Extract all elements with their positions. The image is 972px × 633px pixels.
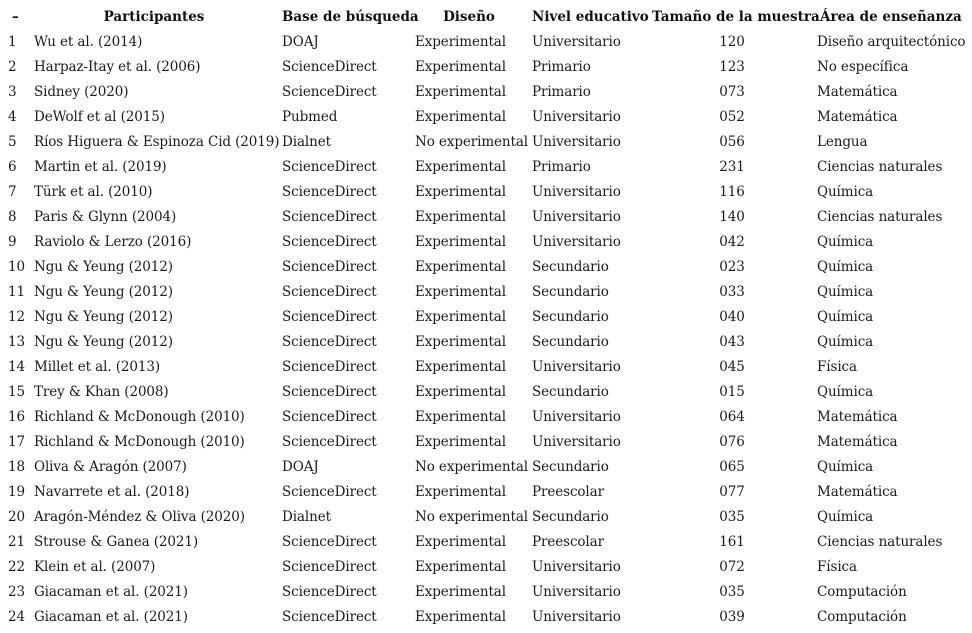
cell-area-ensenanza: Lengua [817, 134, 868, 150]
header-number: – [12, 9, 19, 25]
cell-tamano-muestra: 039 [719, 609, 745, 625]
table-row [0, 80, 972, 105]
cell-nivel-educativo: Universitario [532, 109, 621, 125]
cell-diseno: Experimental [415, 309, 506, 325]
table-row [0, 230, 972, 255]
cell-area-ensenanza: Química [817, 384, 874, 400]
cell-base-de-busqueda: ScienceDirect [282, 559, 377, 575]
cell-number: 19 [8, 484, 25, 500]
cell-tamano-muestra: 161 [719, 534, 745, 550]
cell-base-de-busqueda: ScienceDirect [282, 284, 377, 300]
cell-number: 10 [8, 259, 25, 275]
cell-nivel-educativo: Universitario [532, 134, 621, 150]
cell-base-de-busqueda: ScienceDirect [282, 409, 377, 425]
cell-tamano-muestra: 064 [719, 409, 745, 425]
cell-base-de-busqueda: ScienceDirect [282, 609, 377, 625]
table-row [0, 130, 972, 155]
cell-diseno: Experimental [415, 409, 506, 425]
cell-tamano-muestra: 035 [719, 584, 745, 600]
cell-tamano-muestra: 077 [719, 484, 745, 500]
cell-base-de-busqueda: ScienceDirect [282, 359, 377, 375]
table-row [0, 355, 972, 380]
cell-tamano-muestra: 043 [719, 334, 745, 350]
cell-diseno: Experimental [415, 334, 506, 350]
cell-base-de-busqueda: ScienceDirect [282, 59, 377, 75]
header-participantes: Participantes [103, 9, 205, 25]
cell-base-de-busqueda: ScienceDirect [282, 584, 377, 600]
cell-number: 8 [8, 209, 17, 225]
cell-nivel-educativo: Secundario [532, 384, 609, 400]
cell-nivel-educativo: Preescolar [532, 534, 604, 550]
cell-nivel-educativo: Universitario [532, 434, 621, 450]
cell-nivel-educativo: Universitario [532, 609, 621, 625]
cell-diseno: Experimental [415, 234, 506, 250]
table-row [0, 180, 972, 205]
cell-participantes: Raviolo & Lerzo (2016) [34, 234, 192, 250]
cell-participantes: Türk et al. (2010) [34, 184, 153, 200]
cell-participantes: Harpaz-Itay et al. (2006) [34, 59, 201, 75]
cell-base-de-busqueda: DOAJ [282, 459, 319, 475]
cell-number: 21 [8, 534, 25, 550]
cell-area-ensenanza: Diseño arquitectónico [817, 34, 966, 50]
table-row [0, 280, 972, 305]
cell-base-de-busqueda: Dialnet [282, 509, 331, 525]
cell-nivel-educativo: Preescolar [532, 484, 604, 500]
cell-diseno: Experimental [415, 559, 506, 575]
cell-tamano-muestra: 116 [719, 184, 745, 200]
cell-participantes: Navarrete et al. (2018) [34, 484, 190, 500]
cell-participantes: DeWolf et al (2015) [34, 109, 165, 125]
cell-base-de-busqueda: ScienceDirect [282, 309, 377, 325]
cell-area-ensenanza: Computación [817, 609, 907, 625]
cell-nivel-educativo: Secundario [532, 284, 609, 300]
cell-participantes: Richland & McDonough (2010) [34, 434, 245, 450]
cell-number: 7 [8, 184, 17, 200]
cell-diseno: Experimental [415, 434, 506, 450]
cell-base-de-busqueda: ScienceDirect [282, 534, 377, 550]
table-row [0, 530, 972, 555]
cell-tamano-muestra: 035 [719, 509, 745, 525]
cell-area-ensenanza: Química [817, 184, 874, 200]
cell-nivel-educativo: Universitario [532, 559, 621, 575]
cell-diseno: Experimental [415, 384, 506, 400]
cell-number: 9 [8, 234, 17, 250]
cell-area-ensenanza: Matemática [817, 484, 898, 500]
cell-tamano-muestra: 023 [719, 259, 745, 275]
cell-tamano-muestra: 042 [719, 234, 745, 250]
cell-base-de-busqueda: ScienceDirect [282, 484, 377, 500]
cell-tamano-muestra: 040 [719, 309, 745, 325]
cell-area-ensenanza: Ciencias naturales [817, 159, 943, 175]
cell-base-de-busqueda: ScienceDirect [282, 434, 377, 450]
cell-participantes: Giacaman et al. (2021) [34, 584, 188, 600]
cell-area-ensenanza: Ciencias naturales [817, 209, 943, 225]
cell-diseno: Experimental [415, 184, 506, 200]
cell-area-ensenanza: Ciencias naturales [817, 534, 943, 550]
header-base-de-busqueda: Base de búsqueda [282, 9, 419, 25]
cell-area-ensenanza: Física [817, 559, 857, 575]
cell-participantes: Oliva & Aragón (2007) [34, 459, 187, 475]
cell-diseno: Experimental [415, 534, 506, 550]
cell-number: 11 [8, 284, 25, 300]
cell-number: 12 [8, 309, 25, 325]
table-row [0, 405, 972, 430]
cell-number: 22 [8, 559, 25, 575]
cell-participantes: Ngu & Yeung (2012) [34, 259, 173, 275]
cell-participantes: Ngu & Yeung (2012) [34, 284, 173, 300]
cell-number: 14 [8, 359, 25, 375]
cell-tamano-muestra: 015 [719, 384, 745, 400]
cell-participantes: Ngu & Yeung (2012) [34, 334, 173, 350]
table-row [0, 55, 972, 80]
table-row [0, 555, 972, 580]
cell-diseno: Experimental [415, 359, 506, 375]
cell-area-ensenanza: Matemática [817, 109, 898, 125]
cell-tamano-muestra: 073 [719, 84, 745, 100]
cell-number: 2 [8, 59, 17, 75]
cell-nivel-educativo: Universitario [532, 34, 621, 50]
cell-participantes: Giacaman et al. (2021) [34, 609, 188, 625]
cell-tamano-muestra: 076 [719, 434, 745, 450]
cell-participantes: Paris & Glynn (2004) [34, 209, 177, 225]
cell-base-de-busqueda: ScienceDirect [282, 159, 377, 175]
cell-area-ensenanza: Química [817, 259, 874, 275]
cell-diseno: Experimental [415, 484, 506, 500]
cell-nivel-educativo: Primario [532, 59, 591, 75]
cell-area-ensenanza: Química [817, 334, 874, 350]
cell-base-de-busqueda: ScienceDirect [282, 234, 377, 250]
header-diseno: Diseño [443, 9, 495, 25]
cell-participantes: Ríos Higuera & Espinoza Cid (2019) [34, 134, 280, 150]
table-row [0, 255, 972, 280]
table-header-row [0, 5, 972, 30]
cell-number: 1 [8, 34, 17, 50]
cell-nivel-educativo: Secundario [532, 459, 609, 475]
table-row [0, 305, 972, 330]
cell-number: 24 [8, 609, 25, 625]
cell-area-ensenanza: Matemática [817, 84, 898, 100]
cell-nivel-educativo: Primario [532, 159, 591, 175]
cell-nivel-educativo: Universitario [532, 584, 621, 600]
cell-nivel-educativo: Primario [532, 84, 591, 100]
cell-area-ensenanza: Química [817, 509, 874, 525]
cell-tamano-muestra: 140 [719, 209, 745, 225]
cell-number: 18 [8, 459, 25, 475]
cell-diseno: Experimental [415, 34, 506, 50]
cell-base-de-busqueda: ScienceDirect [282, 259, 377, 275]
table-row [0, 330, 972, 355]
cell-diseno: Experimental [415, 59, 506, 75]
cell-nivel-educativo: Secundario [532, 509, 609, 525]
cell-participantes: Richland & McDonough (2010) [34, 409, 245, 425]
cell-diseno: Experimental [415, 609, 506, 625]
header-area-ensenanza: Área de enseñanza [820, 9, 962, 25]
cell-nivel-educativo: Universitario [532, 409, 621, 425]
cell-diseno: Experimental [415, 284, 506, 300]
cell-area-ensenanza: Física [817, 359, 857, 375]
cell-tamano-muestra: 045 [719, 359, 745, 375]
table-row [0, 605, 972, 630]
cell-area-ensenanza: No específica [817, 59, 909, 75]
cell-tamano-muestra: 072 [719, 559, 745, 575]
cell-participantes: Wu et al. (2014) [34, 34, 143, 50]
cell-base-de-busqueda: ScienceDirect [282, 209, 377, 225]
cell-tamano-muestra: 056 [719, 134, 745, 150]
cell-diseno: Experimental [415, 209, 506, 225]
cell-base-de-busqueda: Dialnet [282, 134, 331, 150]
cell-number: 15 [8, 384, 25, 400]
cell-participantes: Millet et al. (2013) [34, 359, 161, 375]
cell-nivel-educativo: Secundario [532, 334, 609, 350]
cell-diseno: Experimental [415, 584, 506, 600]
cell-number: 20 [8, 509, 25, 525]
cell-participantes: Trey & Khan (2008) [34, 384, 169, 400]
cell-number: 3 [8, 84, 17, 100]
cell-nivel-educativo: Universitario [532, 209, 621, 225]
cell-nivel-educativo: Universitario [532, 234, 621, 250]
cell-diseno: No experimental [415, 459, 529, 475]
cell-area-ensenanza: Química [817, 309, 874, 325]
cell-participantes: Strouse & Ganea (2021) [34, 534, 199, 550]
table-row [0, 505, 972, 530]
table-row [0, 105, 972, 130]
cell-area-ensenanza: Química [817, 459, 874, 475]
cell-tamano-muestra: 052 [719, 109, 745, 125]
cell-number: 16 [8, 409, 25, 425]
table-row [0, 455, 972, 480]
cell-area-ensenanza: Química [817, 234, 874, 250]
cell-nivel-educativo: Secundario [532, 259, 609, 275]
cell-base-de-busqueda: ScienceDirect [282, 184, 377, 200]
cell-number: 6 [8, 159, 17, 175]
cell-number: 13 [8, 334, 25, 350]
table-row [0, 380, 972, 405]
cell-base-de-busqueda: Pubmed [282, 109, 338, 125]
cell-participantes: Klein et al. (2007) [34, 559, 156, 575]
cell-nivel-educativo: Universitario [532, 184, 621, 200]
header-nivel-educativo: Nivel educativo [532, 9, 649, 25]
cell-participantes: Ngu & Yeung (2012) [34, 309, 173, 325]
table-row [0, 30, 972, 55]
table-row [0, 580, 972, 605]
cell-diseno: Experimental [415, 259, 506, 275]
cell-diseno: Experimental [415, 84, 506, 100]
cell-base-de-busqueda: DOAJ [282, 34, 319, 50]
cell-tamano-muestra: 120 [719, 34, 745, 50]
table-row [0, 430, 972, 455]
cell-area-ensenanza: Computación [817, 584, 907, 600]
cell-number: 23 [8, 584, 25, 600]
table-row [0, 205, 972, 230]
cell-tamano-muestra: 033 [719, 284, 745, 300]
cell-nivel-educativo: Secundario [532, 309, 609, 325]
cell-base-de-busqueda: ScienceDirect [282, 84, 377, 100]
cell-area-ensenanza: Química [817, 284, 874, 300]
cell-tamano-muestra: 123 [719, 59, 745, 75]
cell-diseno: No experimental [415, 134, 529, 150]
cell-number: 4 [8, 109, 17, 125]
cell-base-de-busqueda: ScienceDirect [282, 384, 377, 400]
cell-diseno: Experimental [415, 159, 506, 175]
cell-base-de-busqueda: ScienceDirect [282, 334, 377, 350]
header-tamano-muestra: Tamaño de la muestra [652, 9, 820, 25]
cell-tamano-muestra: 065 [719, 459, 745, 475]
cell-diseno: Experimental [415, 109, 506, 125]
table-row [0, 155, 972, 180]
cell-number: 5 [8, 134, 17, 150]
cell-tamano-muestra: 231 [719, 159, 745, 175]
cell-participantes: Martin et al. (2019) [34, 159, 167, 175]
cell-participantes: Sidney (2020) [34, 84, 129, 100]
cell-participantes: Aragón-Méndez & Oliva (2020) [34, 509, 245, 525]
cell-area-ensenanza: Matemática [817, 409, 898, 425]
cell-number: 17 [8, 434, 25, 450]
cell-nivel-educativo: Universitario [532, 359, 621, 375]
cell-diseno: No experimental [415, 509, 529, 525]
cell-area-ensenanza: Matemática [817, 434, 898, 450]
table-row [0, 480, 972, 505]
